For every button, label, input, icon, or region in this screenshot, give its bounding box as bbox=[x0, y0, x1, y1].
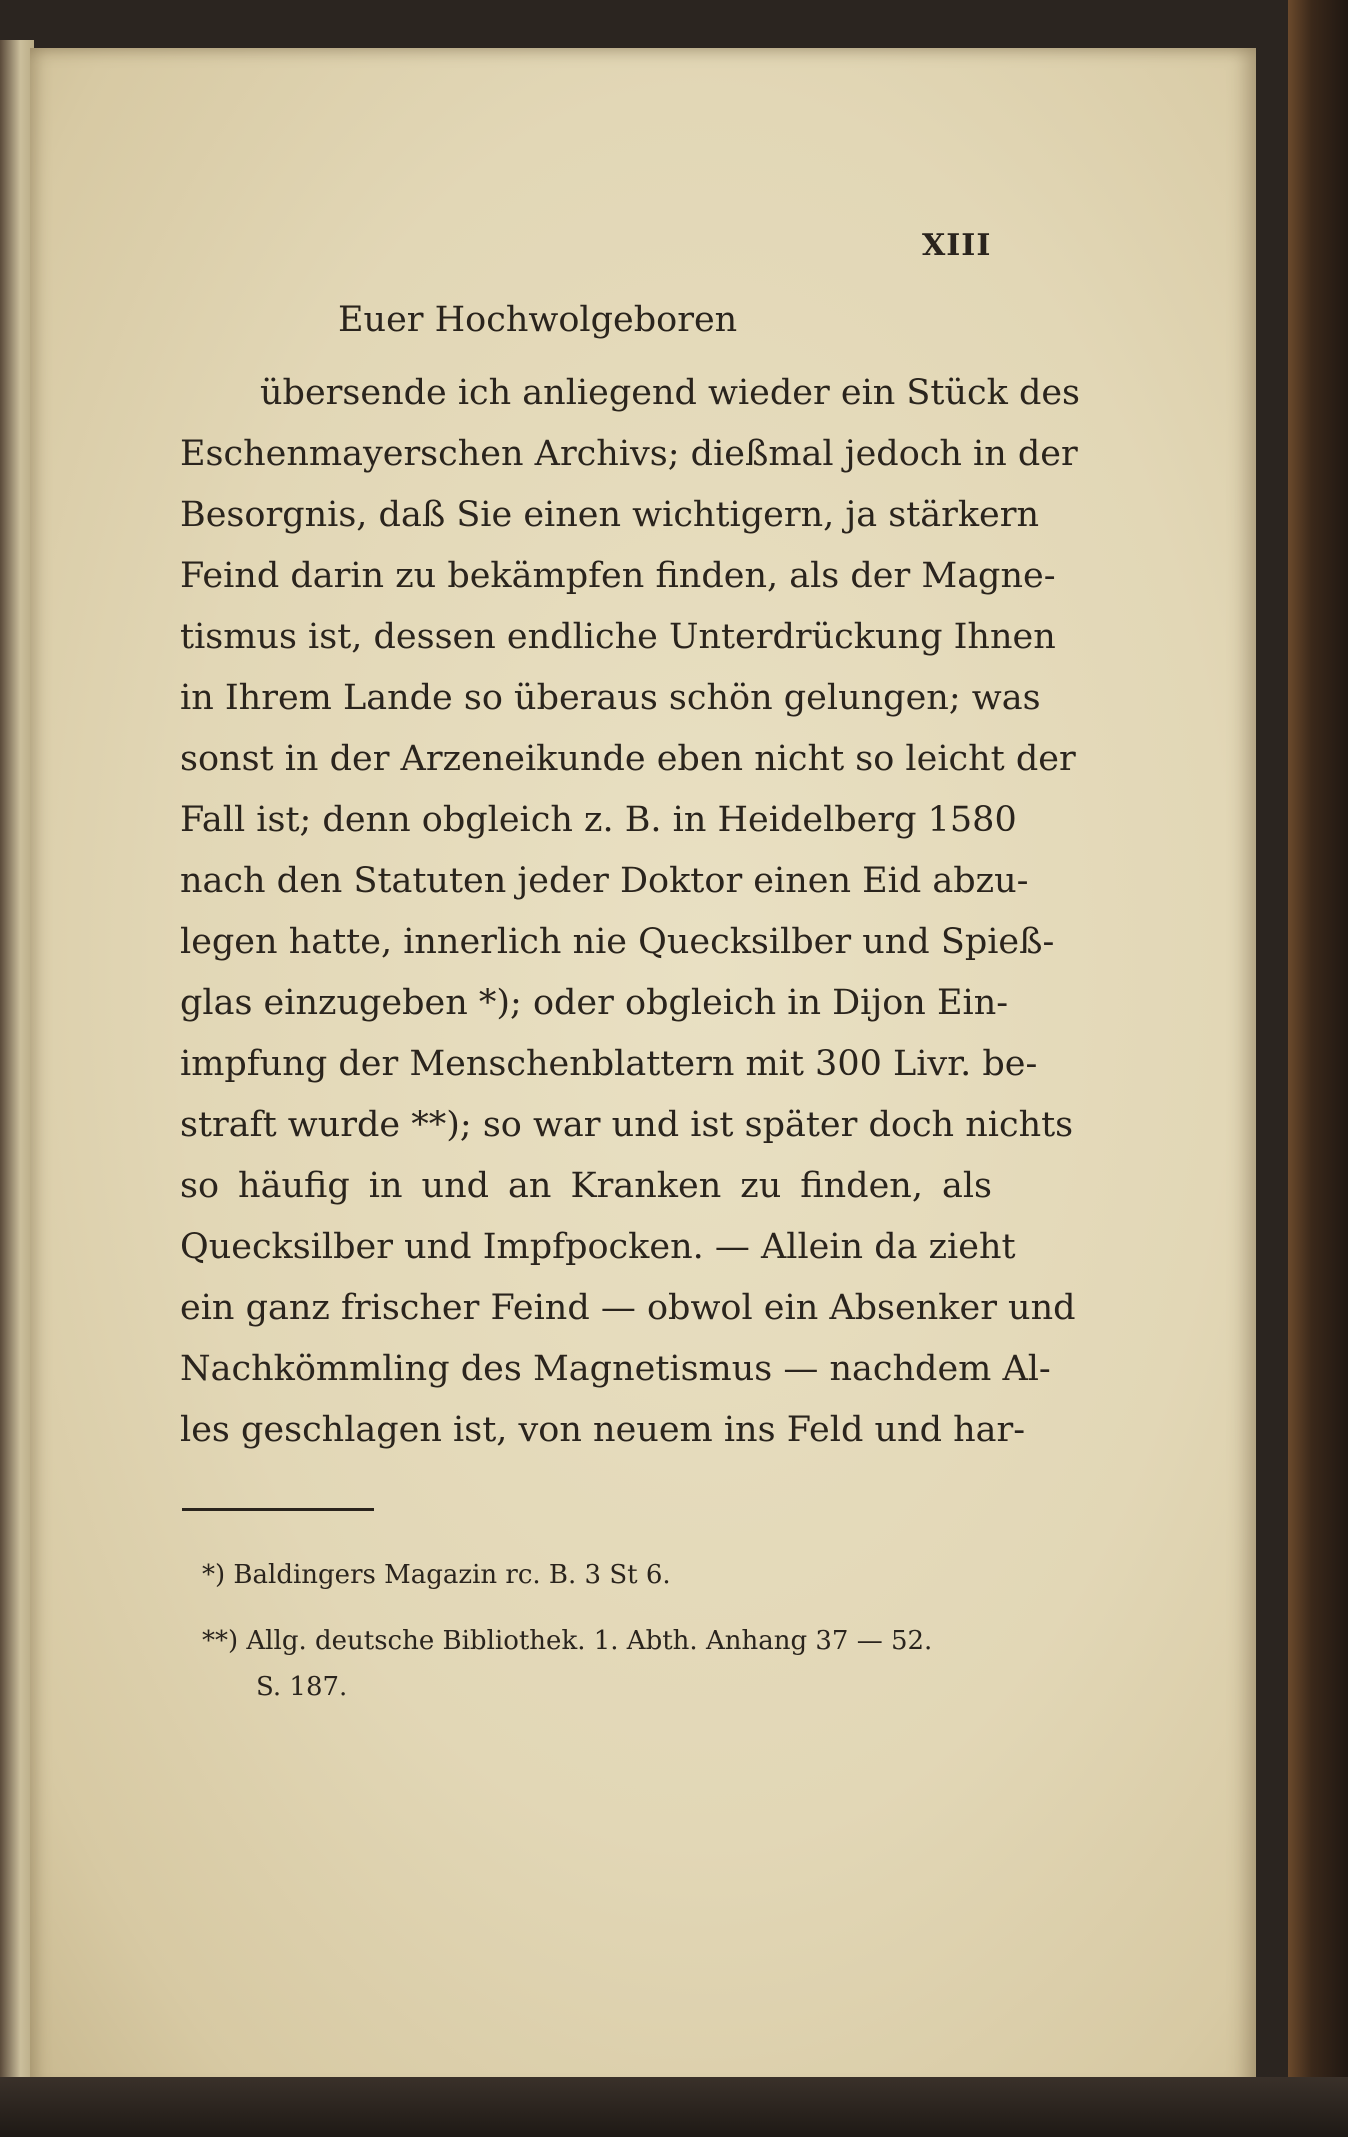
body-line: in Ihrem Lande so überaus schön gelungen; was bbox=[180, 678, 1041, 718]
body-line: so häufig in und an Kranken zu finden, als bbox=[180, 1166, 992, 1206]
body-line: nach den Statuten jeder Doktor einen Eid abzu- bbox=[180, 861, 1029, 901]
body-line: sonst in der Arzeneikunde eben nicht so leicht der bbox=[180, 739, 1076, 779]
body-line: Fall ist; denn obgleich z. B. in Heidelberg 1580 bbox=[180, 800, 1017, 840]
salutation: Euer Hochwolgeboren bbox=[338, 300, 738, 340]
left-page-edge bbox=[0, 40, 34, 2080]
footnote-2: **) Allg. deutsche Bibliothek. 1. Abth. Anhang 37 — 52. bbox=[202, 1626, 933, 1656]
book-cover-edge bbox=[1288, 0, 1348, 2137]
body-line: Besorgnis, daß Sie einen wichtigern, ja stärkern bbox=[180, 495, 1040, 535]
footnote-rule bbox=[182, 1508, 374, 1511]
page-number: XIII bbox=[922, 228, 992, 263]
body-line: glas einzugeben *); oder obgleich in Dijon Ein- bbox=[180, 983, 1009, 1023]
body-line: impfung der Menschenblattern mit 300 Livr. be- bbox=[180, 1044, 1038, 1084]
body-line: tismus ist, dessen endliche Unterdrückung Ihnen bbox=[180, 617, 1056, 657]
body-line: Quecksilber und Impfpocken. — Allein da zieht bbox=[180, 1227, 1016, 1267]
body-line: les geschlagen ist, von neuem ins Feld und har- bbox=[180, 1410, 1026, 1450]
body-line: Nachkömmling des Magnetismus — nachdem Al- bbox=[180, 1349, 1051, 1389]
body-line: übersende ich anliegend wieder ein Stück des bbox=[260, 373, 1081, 413]
scan-bottom-border bbox=[0, 2077, 1348, 2137]
body-line: Feind darin zu bekämpfen finden, als der Magne- bbox=[180, 556, 1056, 596]
body-line: ein ganz frischer Feind — obwol ein Absenker und bbox=[180, 1288, 1076, 1328]
footnote-1: *) Baldingers Magazin rc. B. 3 St 6. bbox=[202, 1560, 671, 1590]
body-line: legen hatte, innerlich nie Quecksilber und Spieß- bbox=[180, 922, 1055, 962]
body-line: straft wurde **); so war und ist später doch nichts bbox=[180, 1105, 1074, 1145]
body-line: Eschenmayerschen Archivs; dießmal jedoch in der bbox=[180, 434, 1078, 474]
footnote-2-continued: S. 187. bbox=[256, 1672, 348, 1702]
